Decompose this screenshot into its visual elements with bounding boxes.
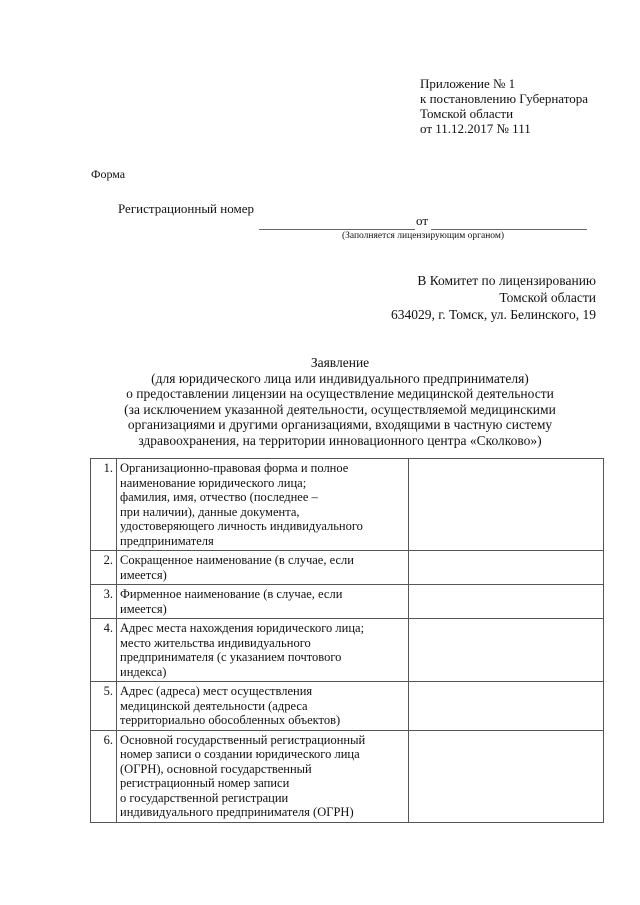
table-row xyxy=(91,730,604,822)
row-label xyxy=(117,682,409,731)
addressee-block xyxy=(296,272,596,323)
registration-number-field[interactable] xyxy=(259,229,415,230)
title-line: Заявление xyxy=(310,355,370,370)
row-label-line: регистрационный номер записи xyxy=(120,776,290,790)
document-title xyxy=(60,355,620,448)
row-label xyxy=(117,585,409,619)
table-row xyxy=(91,551,604,585)
row-label-line: Адрес места нахождения юридического лица; xyxy=(120,621,365,635)
row-label-line: имеется) xyxy=(120,601,167,616)
row-label xyxy=(117,619,409,682)
registration-date-field[interactable] xyxy=(431,229,587,230)
row-number: 3. xyxy=(91,585,117,619)
table-row xyxy=(91,682,604,731)
row-label-line: медицинской деятельности (адреса xyxy=(120,698,308,713)
table-row xyxy=(91,459,604,551)
table-row xyxy=(91,619,604,682)
row-number: 5. xyxy=(91,682,117,731)
addressee-line: Томской области xyxy=(499,290,596,305)
row-label-line: индекса) xyxy=(120,664,167,679)
row-label xyxy=(117,730,409,822)
row-label-line: фамилия, имя, отчество (последнее – xyxy=(120,490,318,504)
addressee-line: 634029, г. Томск, ул. Белинского, 19 xyxy=(391,307,596,322)
appendix-line: от 11.12.2017 № 111 xyxy=(420,121,531,136)
row-label-line: индивидуального предпринимателя (ОГРН) xyxy=(120,805,354,819)
title-line: здравоохранения, на территории инновационного центра «Сколково») xyxy=(138,432,542,448)
appendix-line: Приложение № 1 xyxy=(420,76,516,91)
row-label-line: место жительства индивидуального xyxy=(120,635,311,650)
appendix-line: к постановлению Губернатора xyxy=(420,91,589,106)
registration-number-label: Регистрационный номер xyxy=(118,201,254,216)
row-label-line: номер записи о создании юридического лица xyxy=(120,747,360,761)
row-label-line: Основной государственный регистрационный xyxy=(120,732,366,747)
row-label-line: предпринимателя xyxy=(120,533,214,548)
row-label-line: территориально обособленных объектов) xyxy=(120,713,341,727)
row-value-cell[interactable] xyxy=(409,459,604,551)
row-label-line: предпринимателя (с указанием почтового xyxy=(120,650,342,664)
row-label xyxy=(117,459,409,551)
title-line: (за исключением указанной деятельности, осуществляемой медицинскими xyxy=(124,401,556,417)
registration-note: (Заполняется лицензирующим органом) xyxy=(341,231,505,241)
registration-date-label: от xyxy=(416,213,429,228)
row-value-cell[interactable] xyxy=(409,619,604,682)
row-value-cell[interactable] xyxy=(409,585,604,619)
row-label-line: Адрес (адреса) мест осуществления xyxy=(120,684,313,698)
form-label: Форма xyxy=(91,167,126,181)
row-value-cell[interactable] xyxy=(409,682,604,731)
row-value-cell[interactable] xyxy=(409,730,604,822)
row-label-line: удостоверяющего личность индивидуального xyxy=(120,519,363,533)
title-line: организациями и другими организациями, входящими в частную систему xyxy=(127,417,553,432)
row-label-line: при наличии), данные документа, xyxy=(120,504,300,519)
row-label-line: о государственной регистрации xyxy=(120,790,289,805)
appendix-line: Томской области xyxy=(420,106,514,121)
addressee-line: В Комитет по лицензированию xyxy=(417,273,596,288)
title-line: о предоставлении лицензии на осуществление медицинской деятельности xyxy=(126,386,554,401)
row-value-cell[interactable] xyxy=(409,551,604,585)
row-number: 1. xyxy=(91,459,117,551)
application-table xyxy=(90,458,604,823)
row-number: 4. xyxy=(91,619,117,682)
row-label-line: Фирменное наименование (в случае, если xyxy=(120,587,343,601)
row-number: 2. xyxy=(91,551,117,585)
row-number: 6. xyxy=(91,730,117,822)
row-label-line: Организационно-правовая форма и полное xyxy=(120,461,349,475)
row-label-line: Сокращенное наименование (в случае, если xyxy=(120,553,354,567)
row-label-line: наименование юридического лица; xyxy=(120,475,307,490)
row-label-line: (ОГРН), основной государственный xyxy=(120,761,312,776)
table-row xyxy=(91,585,604,619)
row-label xyxy=(117,551,409,585)
row-label-line: имеется) xyxy=(120,567,167,582)
appendix-block xyxy=(420,76,588,136)
title-line: (для юридического лица или индивидуального предпринимателя) xyxy=(151,370,529,386)
